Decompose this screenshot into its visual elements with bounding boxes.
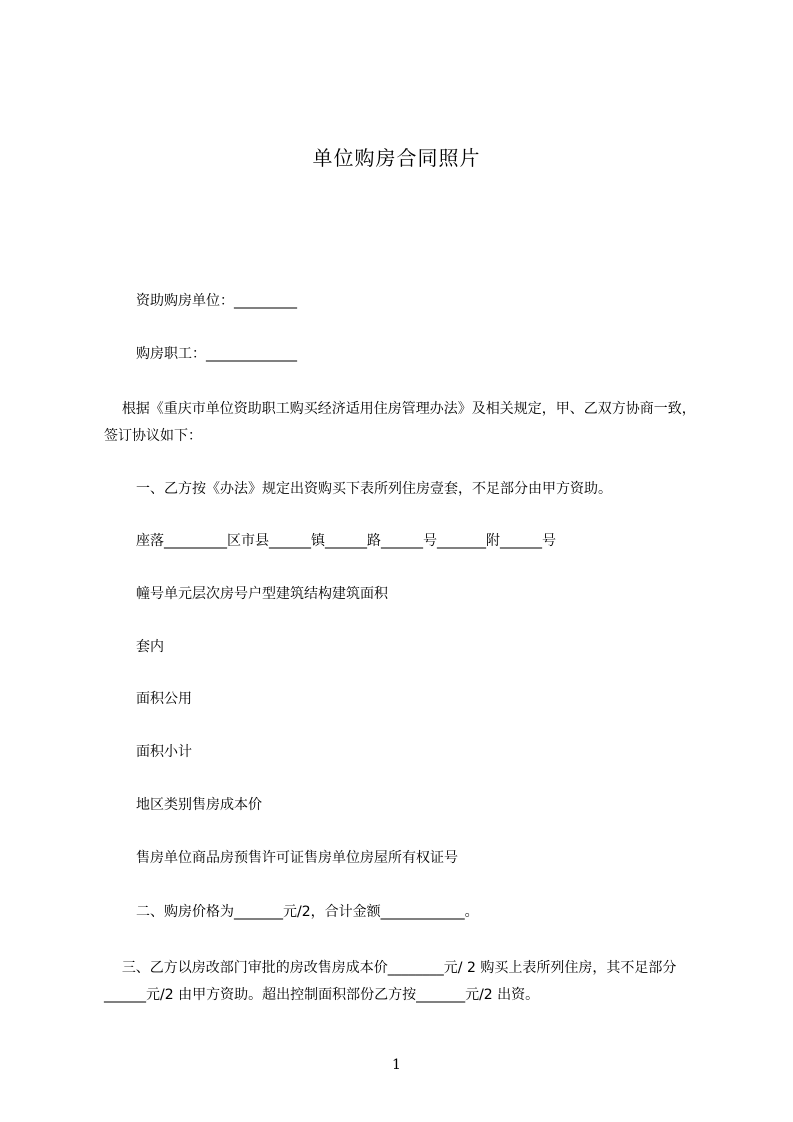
- clause-2: 二、购房价格为_______元/2，合计金额____________。: [136, 904, 479, 920]
- table-row-area-subtotal: 面积小计: [136, 744, 192, 760]
- funding-unit-field: 资助购房单位：_________: [136, 293, 297, 309]
- table-row-inner: 套内: [136, 639, 164, 655]
- clause-3: 三、乙方以房改部门审批的房改售房成本价________元/ 2 购买上表所列住房，其不足部分______元/2 由甲方资助。超出控制面积部份乙方按_______元/2 出资。: [104, 960, 677, 1003]
- table-row-permits: 售房单位商品房预售许可证售房单位房屋所有权证号: [136, 850, 458, 866]
- table-row-region-cost: 地区类别售房成本价: [136, 797, 262, 813]
- location-line: 座落_________区市县______镇______路______号_______附______号: [136, 533, 556, 549]
- document-title: 单位购房合同照片: [312, 146, 481, 170]
- table-row-public-area: 面积公用: [136, 691, 192, 707]
- clause-1: 一、乙方按《办法》规定出资购买下表所列住房壹套，不足部分由甲方资助。: [136, 481, 612, 497]
- page-number: 1: [392, 1057, 401, 1073]
- employee-field: 购房职工：_____________: [136, 346, 297, 362]
- intro-paragraph: 根据《重庆市单位资助职工购买经济适用住房管理办法》及相关规定，甲、乙双方协商一致，签订协议如下：: [104, 401, 696, 444]
- table-row-header: 幢号单元层次房号户型建筑结构建筑面积: [136, 586, 388, 602]
